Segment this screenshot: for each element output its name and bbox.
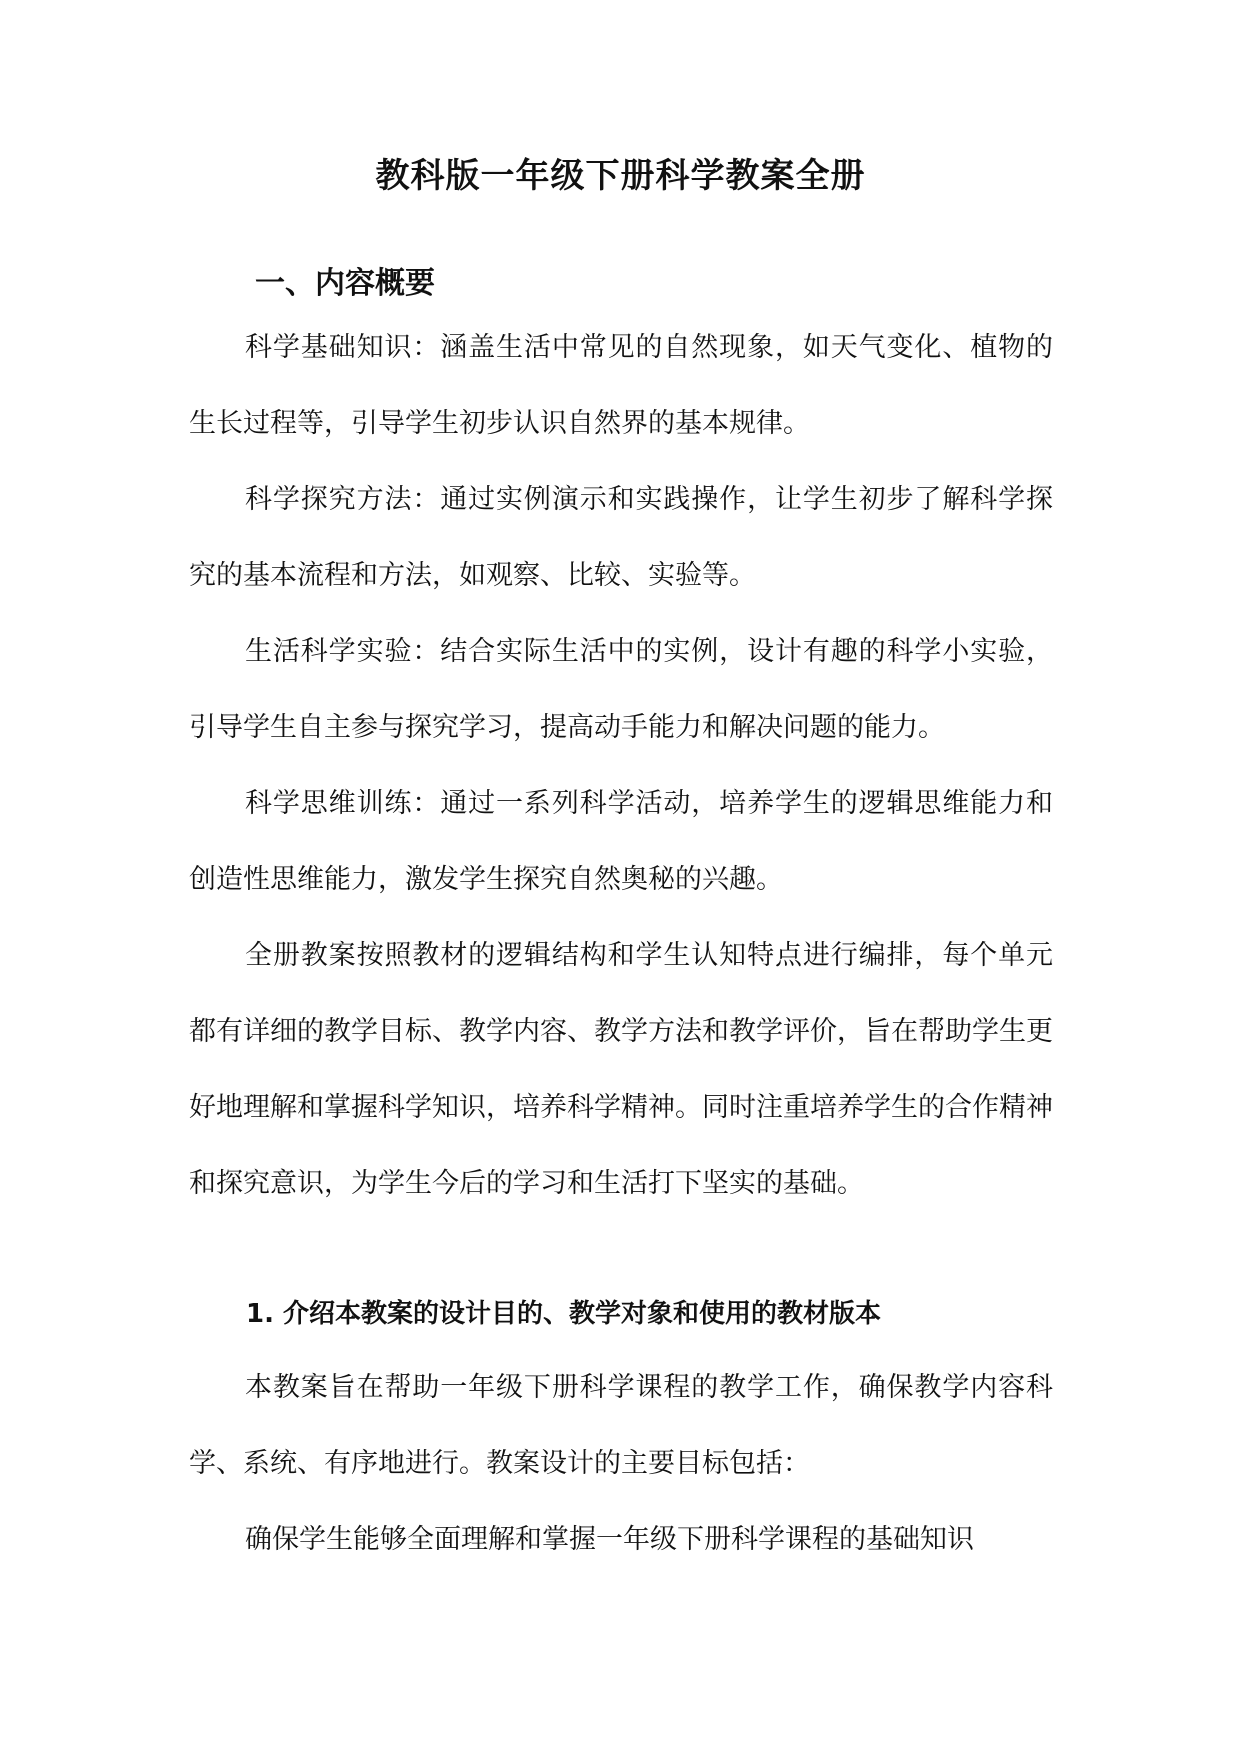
paragraph-goal-item: 确保学生能够全面理解和掌握一年级下册科学课程的基础知识 bbox=[245, 1524, 974, 1555]
paragraph-basic-knowledge: 科学基础知识：涵盖生活中常见的自然现象，如天气变化、植物的生长过程等，引导学生初步认识自然界的基本规律。 bbox=[189, 332, 1053, 439]
paragraph-design-goal: 本教案旨在帮助一年级下册科学课程的教学工作，确保教学内容科学、系统、有序地进行。教案设计的主要目标包括： bbox=[189, 1372, 1053, 1479]
paragraph-thinking-training: 科学思维训练：通过一系列科学活动，培养学生的逻辑思维能力和创造性思维能力，激发学生探究自然奥秘的兴趣。 bbox=[189, 788, 1053, 895]
paragraph-life-experiments: 生活科学实验：结合实际生活中的实例，设计有趣的科学小实验，引导学生自主参与探究学习，提高动手能力和解决问题的能力。 bbox=[189, 636, 1053, 743]
paragraph-inquiry-methods: 科学探究方法：通过实例演示和实践操作，让学生初步了解科学探究的基本流程和方法，如观察、比较、实验等。 bbox=[189, 484, 1053, 591]
document-title: 教科版一年级下册科学教案全册 bbox=[375, 156, 866, 196]
section-heading-overview: 一、内容概要 bbox=[255, 266, 435, 301]
paragraph-overall-arrangement: 全册教案按照教材的逻辑结构和学生认知特点进行编排，每个单元都有详细的教学目标、教学内容、教学方法和教学评价，旨在帮助学生更好地理解和掌握科学知识，培养科学精神。同时注重培养学生的合作精神和探究意识，为学生今后的学习和生活打下坚实的基础。 bbox=[189, 940, 1053, 1199]
section-heading-design-purpose: 1. 介绍本教案的设计目的、教学对象和使用的教材版本 bbox=[246, 1299, 882, 1329]
